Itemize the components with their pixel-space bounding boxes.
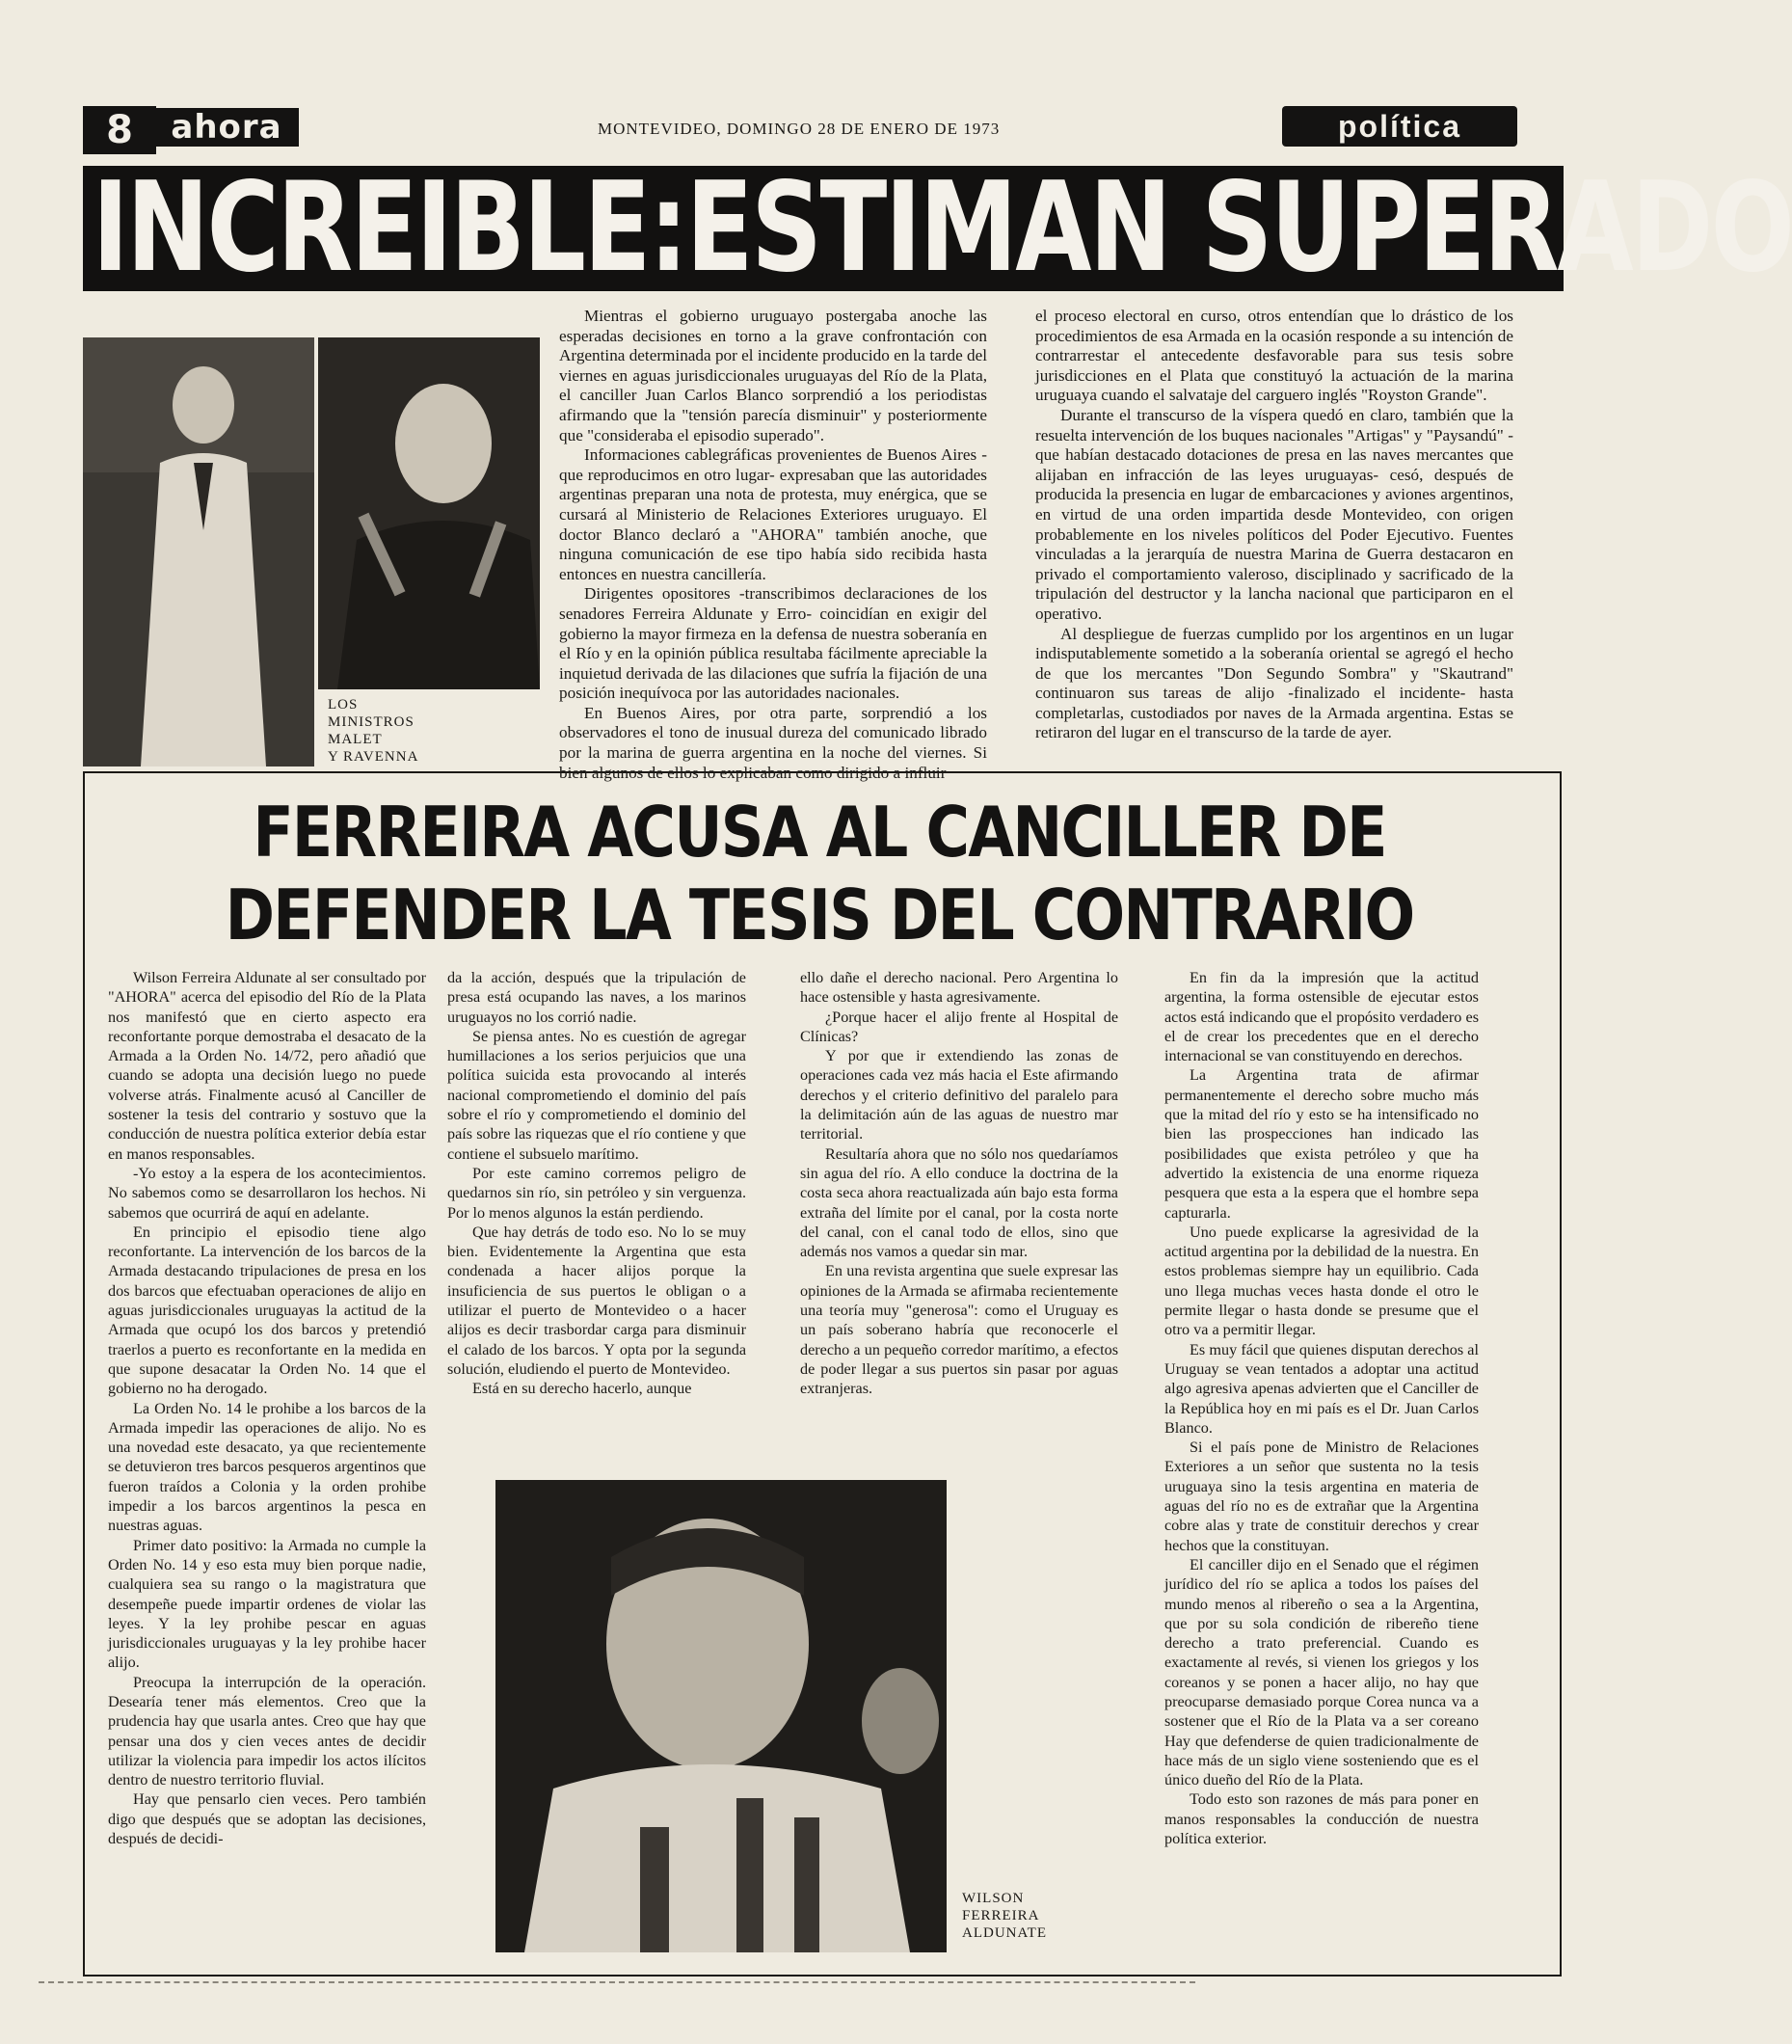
- caption-line: MALET: [328, 732, 383, 747]
- paragraph: Uno puede explicarse la agresividad de la actitud argentina por la debilidad de la nuestra. En estos problemas siempre hay un equilibrio. Cada uno llega muchas veces hasta donde el otro le permite llegar o hasta donde se presume que el otro va a permitir llegar.: [1164, 1223, 1479, 1339]
- caption-line: FERREIRA: [962, 1908, 1040, 1923]
- page-edge-rule: [39, 1981, 1195, 1983]
- paragraph: Resultaría ahora que no sólo nos quedaríamos sin agua del río. A ello conduce la doctrina de la costa seca ahora reactualizada aún bajo esta forma extraña del límite por el canal, por la costa norte del canal, con el canal todo de ellos, sino que además nos vamos a quedar sin mar.: [800, 1144, 1118, 1261]
- paragraph: ¿Porque hacer el alijo frente al Hospital de Clínicas?: [800, 1008, 1118, 1045]
- feature-headline-line-2: DEFENDER LA TESIS DEL CONTRARIO: [225, 874, 1414, 955]
- paragraph: En Buenos Aires, por otra parte, sorprendió a los observadores el tono de inusual dureza del comunicado librado por la marina de guerra argentina en la noche del viernes. Si bien algunos de ellos lo explicaban como dirigido a influir: [559, 703, 987, 782]
- paragraph: Que hay detrás de todo eso. No lo se muy bien. Evidentemente la Argentina que esta condenada a hacer alijos porque la insuficiencia de sus puertos le obligan o a utilizar el puerto de Montevideo o a hacer alijos es decir trasbordar carga para disminuir el calado de los barcos. Y opta por la segunda solución, eludiendo el puerto de Montevideo.: [447, 1223, 746, 1378]
- caption-line: MINISTROS: [328, 714, 415, 730]
- newspaper-brand: ahora: [154, 108, 299, 147]
- section-label: política: [1282, 106, 1517, 147]
- paragraph: Por este camino corremos peligro de quedarnos sin río, sin petróleo y sin verguenza. Por lo menos algunos la están perdiendo.: [447, 1164, 746, 1222]
- paragraph: Y por que ir extendiendo las zonas de operaciones cada vez más hacia el Este afirmando derechos y el criterio definitivo del paralelo para la delimitación aún de las aguas de nuestro mar territorial.: [800, 1047, 1118, 1143]
- paragraph: Se piensa antes. No es cuestión de agregar humillaciones a los serios perjuicios que una política suicida esta provocando al interés nacional comprometiendo el dominio del país sobre el río y comprometiendo el dominio del país sobre las riquezas que el río contiene y que contiene el subsuelo marítimo.: [447, 1027, 746, 1163]
- paragraph: En una revista argentina que suele expresar las opiniones de la Armada se afirmaba recientemente una teoría muy "generosa": como el Uruguay es un país soberano habría que reconocerle el derecho a un pequeño corredor marítimo, a efectos de poder llegar a sus puertos sin pasar por aguas extranjeras.: [800, 1262, 1118, 1398]
- paragraph: Todo esto son razones de más para poner en manos responsables la conducción de nuestra política exterior.: [1164, 1790, 1479, 1848]
- page-number: 8: [83, 106, 156, 154]
- feature-headline: [116, 791, 1523, 956]
- paragraph: Preocupa la interrupción de la operación. Desearía tener más elementos. Creo que la prudencia hay que usarla antes. Creo que hay que pensar una dos y cien veces antes de decidir utilizar la violencia para impedir los actos ilícitos dentro de nuestro territorio fluvial.: [108, 1673, 426, 1789]
- paragraph: Al despliegue de fuerzas cumplido por los argentinos en un lugar indisputablemente sometido a la soberanía oriental se agregó el hecho de que los mercantes "Don Segundo Sombra" y "Skautrand" continuaron sus tareas de alijo -finalizado el incidente- hasta completarlas, custodiados por naves de la Armada argentina. Estas se retiraron del lugar en el transcurso de la tarde de ayer.: [1035, 624, 1513, 742]
- paragraph: da la acción, después que la tripulación de presa está ocupando las naves, a los marinos uruguayos no los corrió nadie.: [447, 969, 746, 1026]
- top-story-column-2: [1035, 307, 1513, 743]
- caption-line: Y RAVENNA: [328, 749, 419, 765]
- paragraph: La Argentina trata de afirmar permanentemente el derecho sobre mucho más que la mitad del río y esto se ha intensificado no bien las prospecciones han indicado las posibilidades que exista petróleo y que ha advertido la existencia de una enorme riqueza pesquera que esta a la espera que el hombre sepa capturarla.: [1164, 1066, 1479, 1222]
- paragraph: el proceso electoral en curso, otros entendían que lo drástico de los procedimientos de esa Armada en la ocasión responde a su intención de contrarrestar el antecedente desfavorable para sus tesis sobre jurisdicciones en el Plata que constituyó la actuación de la marina uruguaya cuando el salvataje del carguero inglés "Royston Grande".: [1035, 307, 1513, 405]
- top-story-column-1: [559, 307, 987, 783]
- feature-column-3: [800, 968, 1118, 1399]
- paragraph: En principio el episodio tiene algo reconfortante. La intervención de los barcos de la Armada destacando tripulaciones de presa en los dos barcos que efectuaban operaciones de alijo en aguas jurisdiccionales uruguayas la actitud de la Armada que ocupó los dos barcos y pretendió traerlos a puerto es reconfortante en la medida en que supone desacatar la Orden No. 14 que el gobierno no ha derogado.: [108, 1223, 426, 1398]
- feature-column-2: [447, 968, 746, 1399]
- paragraph: -Yo estoy a la espera de los acontecimientos. No sabemos como se desarrollaron los hechos. Ni sabemos que ocurrirá de aquí en adelante.: [108, 1164, 426, 1222]
- caption-line: LOS: [328, 697, 359, 713]
- paragraph: Primer dato positivo: la Armada no cumple la Orden No. 14 y eso esta muy bien porque nadie, cualquiera sea su rango o la magistratura que desempeñe puede impartir ordenes de violar las leyes. Y la ley prohibe pescar en aguas jurisdiccionales uruguayas y la ley prohibe hacer alijo.: [108, 1536, 426, 1672]
- dateline: MONTEVIDEO, DOMINGO 28 DE ENERO DE 1973: [598, 120, 1001, 138]
- paragraph: Mientras el gobierno uruguayo postergaba anoche las esperadas decisiones en torno a la grave confrontación con Argentina determinada por el incidente producido en la tarde del viernes en aguas jurisdiccionales uruguayas del Río de la Plata, el canciller Juan Carlos Blanco sorprendió a los periodistas afirmando que la "tensión parecía disminuir" y posteriormente que "consideraba el episodio superado".: [559, 307, 987, 444]
- feature-column-4: [1164, 968, 1479, 1848]
- photo-malet: [83, 337, 314, 766]
- paragraph: Si el país pone de Ministro de Relaciones Exteriores a un señor que sustenta no la tesis uruguaya sino la tesis argentina en materia de aguas del río no es de extrañar que la Argentina cobre alas y trate de constituir derechos y crear hechos que la constituyan.: [1164, 1439, 1479, 1554]
- paragraph: Durante el transcurso de la víspera quedó en claro, también que la resuelta intervención de los buques nacionales "Artigas" y "Paysandú" -que habían destacado dotaciones de presa en las naves mercantes que alijaban en infracción de las leyes uruguayas- cesó, después de producida la presencia en lugar de embarcaciones y aviones argentinos, en virtud de una orden impartida desde Montevideo, con origen probablemente en los niveles políticos del Poder Ejecutivo. Fuentes vinculadas a la jerarquía de nuestra Marina de Guerra destacaron en privado el comportamiento valeroso, disciplinado y sacrificado de la tripulación del destructor y la lancha nacional que participaron en el operativo.: [1035, 405, 1513, 623]
- paragraph: Informaciones cablegráficas provenientes de Buenos Aires -que reproducimos en otro lugar- expresaban que las autoridades argentinas preparan una nota de protesta, muy enérgica, que se cursará al Ministerio de Relaciones Exteriores uruguayo. El doctor Blanco declaró a "AHORA" también anoche, que ninguna comunicación de ese tipo había sido recibida hasta entonces en nuestra cancillería.: [559, 445, 987, 583]
- paragraph: Está en su derecho hacerlo, aunque: [472, 1380, 692, 1398]
- paragraph: El canciller dijo en el Senado que el régimen jurídico del río se aplica a todos los países del mundo menos al ribereño o sea a la Argentina, que por su sola condición de ribereño tiene derecho a trato preferencial. Cuando es exactamente al revés, si vienen los griegos y los coreanos y se ponen a hacer alijo, no hay que preocuparse demasiado porque Corea nunca va a sostener que el Río de la Plata va a ser coreano Hay que defenderse de quien tradicionalmente de hace más de un siglo viene sosteniendo que es el único dueño del Río de la Plata.: [1164, 1555, 1479, 1789]
- banner-headline: [83, 156, 1792, 300]
- caption-line: WILSON: [962, 1891, 1025, 1906]
- paragraph: Hay que pensarlo cien veces. Pero también digo que después que se adoptan las decisiones, después de decidi-: [108, 1790, 426, 1848]
- photo-ferreira-aldunate: [495, 1480, 947, 1952]
- paragraph: La Orden No. 14 le prohibe a los barcos de la Armada impedir las operaciones de alijo. No es una novedad este desacato, ya que recientemente se detuvieron tres barcos pesqueros argentinos que fueron traídos a Colonia y la orden prohibe impedir a los barcos argentinos la pesca en nuestras aguas.: [108, 1399, 426, 1535]
- photo-caption-ferreira: [962, 1890, 1097, 1942]
- paragraph: En fin da la impresión que la actitud argentina, la forma ostensible de ejecutar estos actos está indicando que el propósito verdadero es el de crear los precedentes que en el derecho internacional se van constituyendo en derechos.: [1164, 969, 1479, 1065]
- banner-headline-text: INCREIBLE:ESTIMAN SUPERADO: [92, 156, 1792, 300]
- paragraph: Dirigentes opositores -transcribimos declaraciones de los senadores Ferreira Aldunate y Erro- coincidían en exigir del gobierno la mayor firmeza en la defensa de nuestra soberanía en el Río y en la opinión pública resultaba fácilmente apreciable la inquietud derivada de las dilaciones que sufría la fijación de una posición inequívoca por las autoridades nacionales.: [559, 584, 987, 703]
- feature-column-1: [108, 968, 426, 1848]
- photo-caption-ministers: [328, 696, 521, 766]
- caption-line: ALDUNATE: [962, 1925, 1047, 1941]
- paragraph: Es muy fácil que quienes disputan derechos al Uruguay se vean tentados a adoptar una actitud algo agresiva apenas advierten que el Canciller de la República hoy en mi país es el Dr. Juan Carlos Blanco.: [1164, 1340, 1479, 1437]
- photo-ravenna: [318, 337, 540, 689]
- paragraph: ello dañe el derecho nacional. Pero Argentina lo hace ostensible y hasta agresivamente.: [800, 969, 1118, 1007]
- paragraph: Wilson Ferreira Aldunate al ser consultado por "AHORA" acerca del episodio del Río de la Plata nos manifestó que en cierto aspecto era reconfortante porque demostraba el desacato de la Armada a la Orden No. 14/72, pero añadió que cuando se adopta una decisión luego no puede volverse atrás. Finalmente acusó al Canciller de sostener la tesis del contrario y sostuvo que la conducción de nuestra política exterior debía estar en manos responsables.: [108, 969, 426, 1163]
- feature-headline-line-1: FERREIRA ACUSA AL CANCILLER DE: [253, 792, 1386, 873]
